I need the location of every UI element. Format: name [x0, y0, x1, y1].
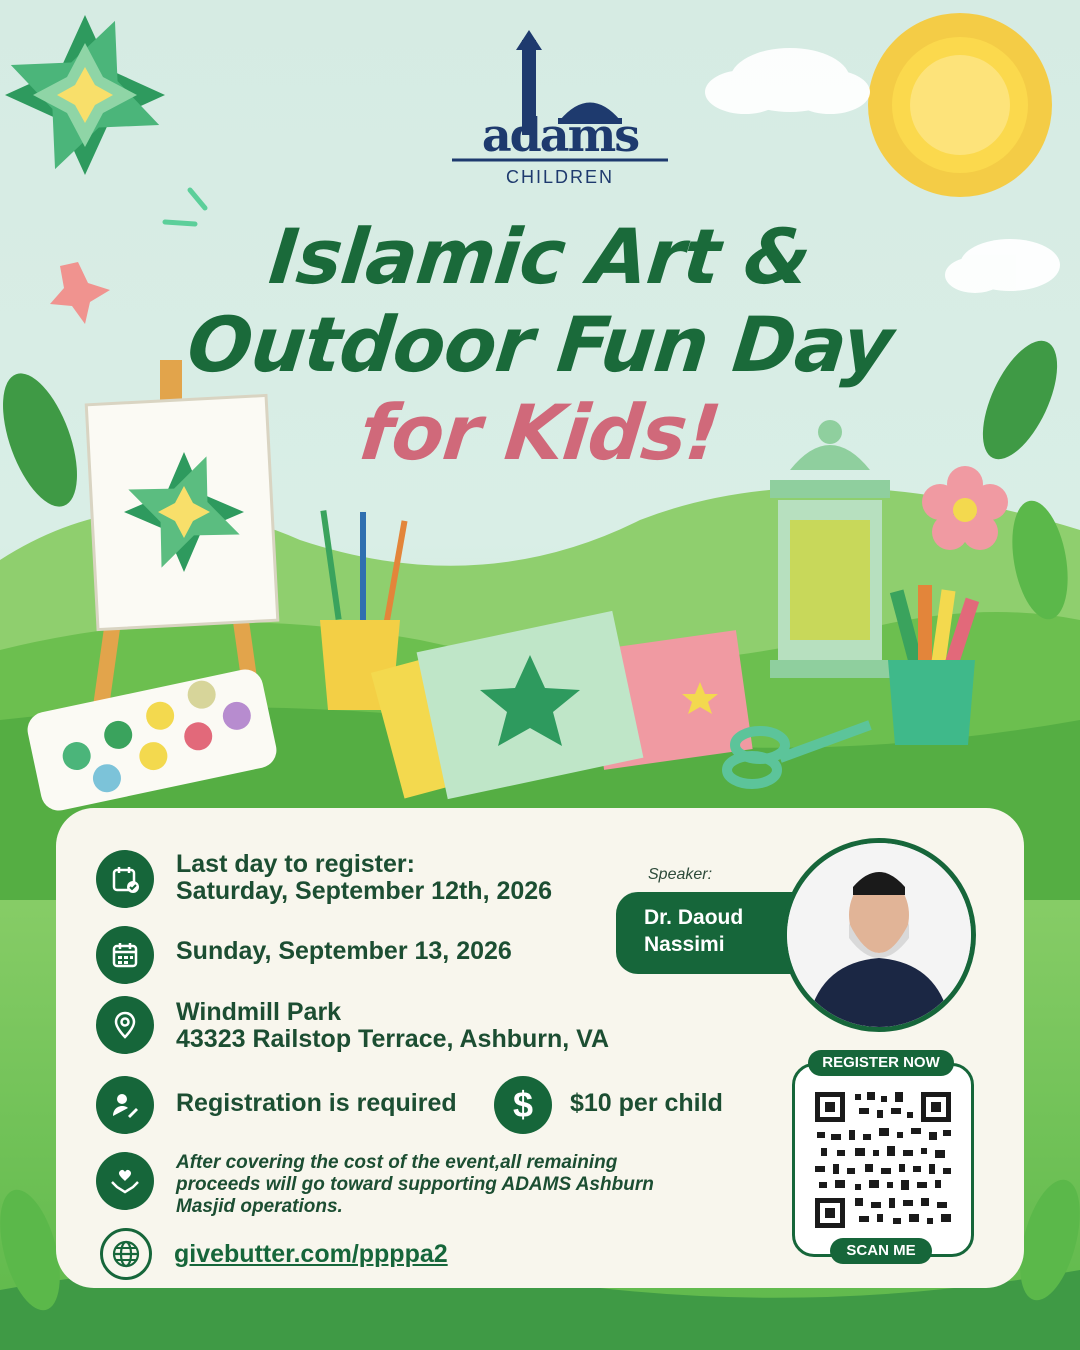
qr-code[interactable]	[795, 1066, 971, 1254]
speaker-photo-icon	[787, 843, 971, 1027]
person-pencil-icon	[96, 1076, 154, 1134]
venue-name: Windmill Park	[176, 998, 342, 1026]
dollar-icon: $	[494, 1076, 552, 1134]
speaker-label: Speaker:	[648, 866, 713, 883]
geometric-flower-icon	[0, 0, 189, 199]
register-now-label: REGISTER NOW	[808, 1050, 954, 1076]
logo-wordmark: adams	[481, 108, 639, 162]
registration-text: Registration is required	[176, 1089, 457, 1117]
adams-logo	[450, 30, 670, 190]
speaker-name	[644, 904, 784, 958]
deadline-row	[96, 850, 552, 908]
calendar-check-icon	[96, 850, 154, 908]
speaker-name-line-1: Dr. Daoud	[644, 906, 744, 929]
logo-sub-label: CHILDREN	[505, 167, 614, 187]
registration-row	[96, 1076, 457, 1134]
scan-me-label: SCAN ME	[830, 1238, 932, 1264]
qr-code-box[interactable]	[792, 1063, 974, 1257]
title-line-1: Islamic Art &	[265, 212, 815, 301]
event-date-row	[96, 926, 512, 984]
sun-icon	[868, 13, 1052, 197]
heart-hands-icon	[96, 1152, 154, 1210]
price-row	[494, 1076, 723, 1134]
location-pin-icon	[96, 996, 154, 1054]
proceeds-note: After covering the cost of the event,all remaining proceeds will go toward supporting ADAMS Ashburn Masjid operations.	[176, 1152, 654, 1217]
donation-link[interactable]: givebutter.com/ppppa2	[174, 1240, 448, 1268]
deadline-date: Saturday, September 12th, 2026	[176, 877, 553, 905]
venue-address: 43323 Railstop Terrace, Ashburn, VA	[176, 1025, 610, 1053]
pink-flower-icon	[922, 466, 1008, 550]
cloud-icon	[705, 48, 870, 114]
title-line-2: Outdoor Fun Day	[183, 300, 897, 389]
venue-row	[96, 996, 609, 1054]
deadline-label: Last day to register:	[176, 850, 415, 878]
calendar-icon	[96, 926, 154, 984]
speaker-portrait	[782, 838, 976, 1032]
price-text: $10 per child	[570, 1089, 723, 1117]
title-line-3: for Kids!	[355, 388, 725, 477]
globe-icon	[100, 1228, 152, 1280]
event-date: Sunday, September 13, 2026	[176, 937, 512, 965]
link-row	[100, 1228, 448, 1280]
speaker-name-line-2: Nassimi	[644, 933, 725, 956]
note-row	[96, 1152, 696, 1218]
